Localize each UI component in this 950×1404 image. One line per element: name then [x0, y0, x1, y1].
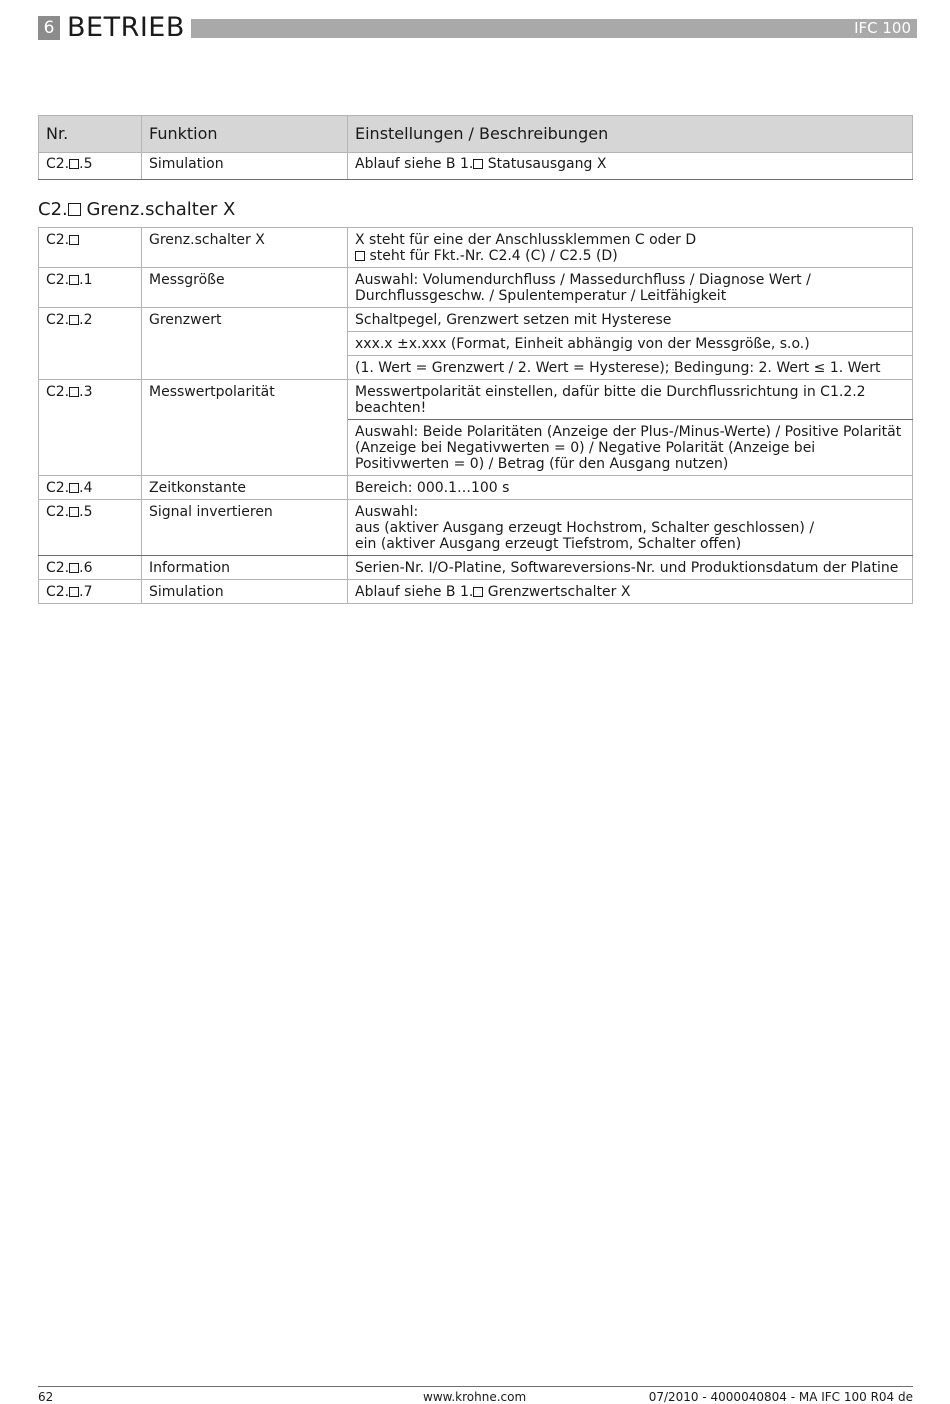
header-description: Einstellungen / Beschreibungen	[348, 116, 913, 153]
cell-description: xxx.x ±x.xxx (Format, Einheit abhängig von der Messgröße, s.o.)	[348, 332, 913, 356]
table-row	[39, 500, 913, 556]
document-reference: 07/2010 - 4000040804 - MA IFC 100 R04 de	[648, 1390, 913, 1404]
table-row	[39, 153, 913, 180]
page-number: 62	[38, 1390, 54, 1404]
cell-description: Auswahl: Beide Polaritäten (Anzeige der Plus-/Minus-Werte) / Positive Polarität (Anzeige bei Negativwerten = 0) / Negative Polarität (Anzeige bei Positivwerten = 0) / Betrag (für den Ausgang nutzen)	[348, 420, 913, 476]
cell-description: Ablauf siehe B 1. Statusausgang X	[348, 153, 913, 180]
placeholder-square-icon	[69, 587, 79, 597]
cell-description: Auswahl: Volumendurchfluss / Massedurchfluss / Diagnose Wert / Durchflussgeschw. / Spulentemperatur / Leitfähigkeit	[348, 268, 913, 308]
cell-nr: C2. .3	[39, 380, 142, 476]
placeholder-square-icon	[69, 483, 79, 493]
cell-function: Signal invertieren	[142, 500, 348, 556]
placeholder-square-icon	[69, 315, 79, 325]
cell-nr: C2. .5	[39, 500, 142, 556]
cell-function: Messwertpolarität	[142, 380, 348, 476]
table-row	[39, 380, 913, 420]
website-link: www.krohne.com	[423, 1390, 527, 1404]
placeholder-square-icon	[69, 507, 79, 517]
function-table-status	[38, 115, 913, 180]
cell-function: Simulation	[142, 153, 348, 180]
cell-nr: C2. .2	[39, 308, 142, 380]
cell-nr: C2. .4	[39, 476, 142, 500]
header-bar	[191, 19, 917, 38]
cell-description: X steht für eine der Anschlussklemmen C oder D steht für Fkt.-Nr. C2.4 (C) / C2.5 (D)	[348, 228, 913, 268]
cell-description: Ablauf siehe B 1. Grenzwertschalter X	[348, 580, 913, 604]
cell-function: Zeitkonstante	[142, 476, 348, 500]
header-function: Funktion	[142, 116, 348, 153]
placeholder-square-icon	[69, 159, 79, 169]
placeholder-square-icon	[473, 587, 483, 597]
placeholder-square-icon	[69, 387, 79, 397]
placeholder-square-icon	[473, 159, 483, 169]
page-footer	[38, 1386, 913, 1404]
table-row	[39, 228, 913, 268]
document-code: IFC 100	[854, 19, 911, 37]
table-row	[39, 268, 913, 308]
cell-function: Simulation	[142, 580, 348, 604]
cell-nr: C2.	[39, 228, 142, 268]
placeholder-square-icon	[68, 203, 81, 216]
cell-description: Bereich: 000.1…100 s	[348, 476, 913, 500]
function-table-limit-switch	[38, 227, 913, 604]
cell-description: (1. Wert = Grenzwert / 2. Wert = Hysterese); Bedingung: 2. Wert ≤ 1. Wert	[348, 356, 913, 380]
table-row	[39, 580, 913, 604]
page-header	[38, 12, 917, 43]
cell-nr: C2. .7	[39, 580, 142, 604]
cell-description: Messwertpolarität einstellen, dafür bitte die Durchflussrichtung in C1.2.2 beachten!	[348, 380, 913, 420]
cell-function: Messgröße	[142, 268, 348, 308]
placeholder-square-icon	[355, 251, 365, 261]
cell-function: Grenzwert	[142, 308, 348, 380]
cell-nr: C2. .5	[39, 153, 142, 180]
cell-description: Auswahl: aus (aktiver Ausgang erzeugt Hochstrom, Schalter geschlossen) / ein (aktiver Ausgang erzeugt Tiefstrom, Schalter offen)	[348, 500, 913, 556]
cell-function: Grenz.schalter X	[142, 228, 348, 268]
section-title: C2. Grenz.schalter X	[38, 199, 236, 220]
cell-nr: C2. .1	[39, 268, 142, 308]
table-row	[39, 308, 913, 332]
table-header-row	[39, 116, 913, 153]
table-row	[39, 556, 913, 580]
header-nr: Nr.	[39, 116, 142, 153]
cell-function: Information	[142, 556, 348, 580]
cell-description: Schaltpegel, Grenzwert setzen mit Hysterese	[348, 308, 913, 332]
placeholder-square-icon	[69, 235, 79, 245]
cell-nr: C2. .6	[39, 556, 142, 580]
table-row	[39, 476, 913, 500]
placeholder-square-icon	[69, 563, 79, 573]
cell-description: Serien-Nr. I/O-Platine, Softwareversions-Nr. und Produktionsdatum der Platine	[348, 556, 913, 580]
chapter-number: 6	[38, 16, 60, 40]
chapter-title: BETRIEB	[67, 12, 185, 43]
placeholder-square-icon	[69, 275, 79, 285]
